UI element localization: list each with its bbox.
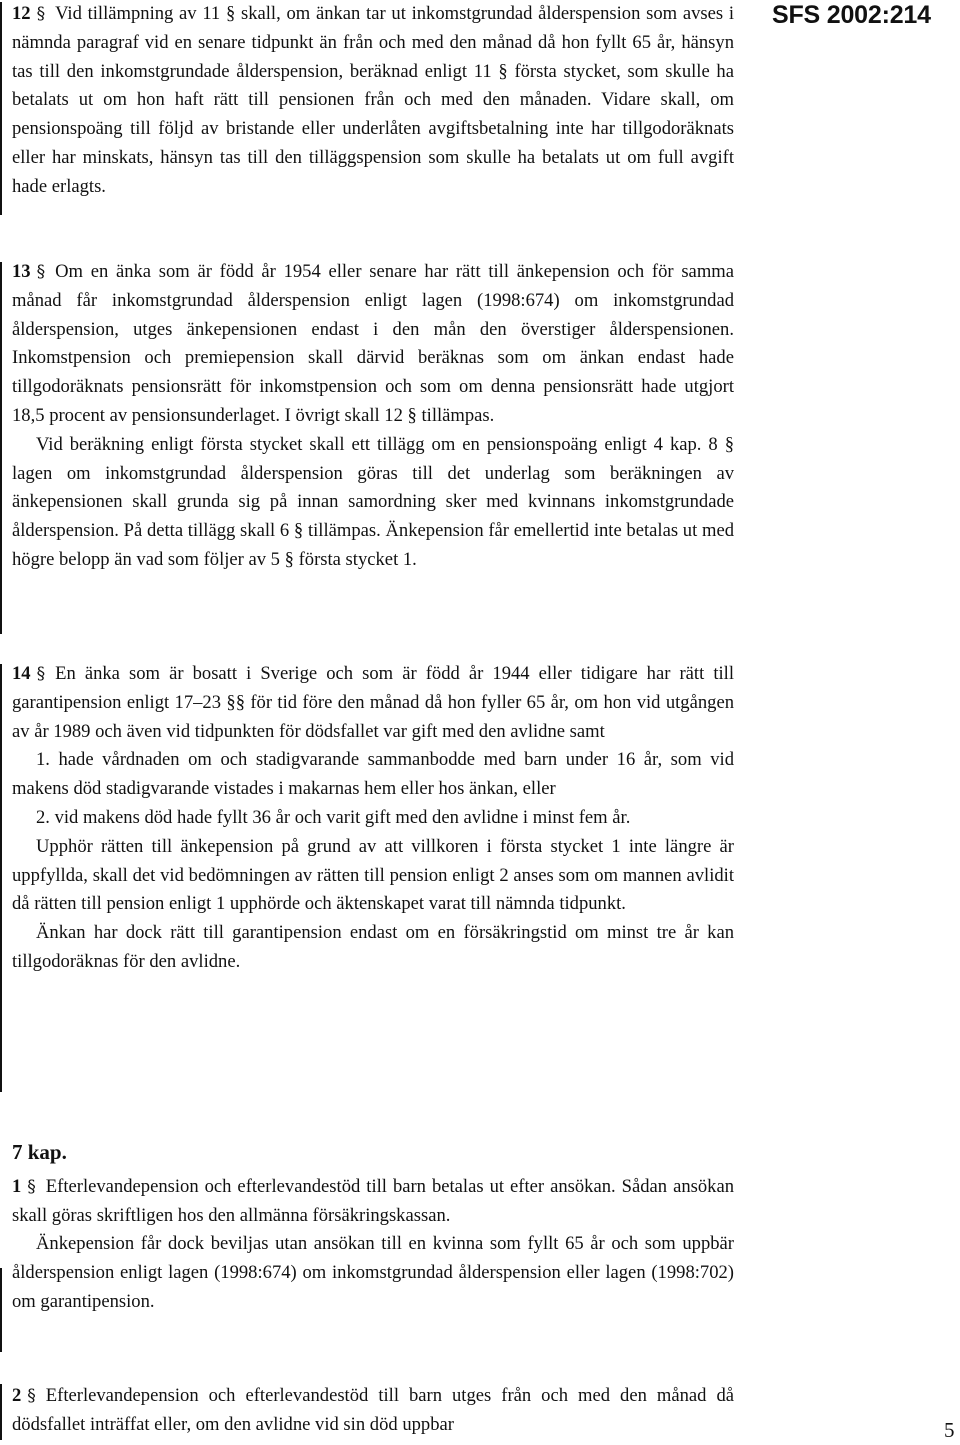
section-paragraph: En änka som är bosatt i Sverige och som är född år 1944 eller tidigare har rätt till garantipension enligt 17–23 §§ för tid före den månad då hon fyller 65 år, om hon vid utgången av år 1989 och även vid tidpunkten för dödsfallet var gift med den avlidne samt [12, 663, 734, 742]
section-12 [12, 0, 734, 202]
chapter-7-section-2 [12, 1382, 734, 1440]
section-paragraph: Änkan har dock rätt till garantipension endast om en försäkringstid om minst tre år kan tillgodoräknas för den avlidne. [12, 922, 734, 972]
chapter-7 [12, 1138, 734, 1317]
chapter-title: 7 kap. [12, 1140, 67, 1164]
section-13 [12, 258, 734, 575]
change-bar [0, 1384, 2, 1440]
list-item: 1. hade vårdnaden om och stadigvarande sammanbodde med barn under 16 år, som vid makens död stadigvarande vistades i makarnas hem eller hos änkan, eller [12, 749, 734, 800]
section-number: 14 [12, 663, 31, 684]
section-symbol-icon: § [27, 1386, 36, 1406]
section-paragraph: Vid tillämpning av 11 § skall, om änkan tar ut inkomstgrundad ålderspension som avses i nämnda paragraf vid en senare tidpunkt än från och med den månad då hon fyllt 65 år, hänsyn tas till den inkomstgrundade ålderspension, beräknad enligt 11 § första stycket, som skulle ha betalats ut om hon haft rätt till pensionen från och med den månaden. Vidare skall, om pensionspoäng till följd av bristande eller underlåten avgiftsbetalning inte har tillgodoräknats eller har minskats, hänsyn tas till den tilläggspension som skulle ha betalats ut om full avgift hade erlagts. [12, 3, 734, 197]
section-paragraph: Änkepension får dock beviljas utan ansökan till en kvinna som fyllt 65 år och som uppbär ålderspension enligt lagen (1998:674) om inkomstgrundad ålderspension eller lagen (1998:702) om garantipension. [12, 1233, 734, 1312]
section-paragraph: Efterlevandepension och efterlevandestöd till barn betalas ut efter ansökan. Sådan ansökan skall göras skriftligen hos den allmänna försäkringskassan. [12, 1175, 734, 1226]
section-symbol-icon: § [36, 4, 46, 24]
section-number: 12 [12, 3, 31, 24]
section-paragraph: Om en änka som är född år 1954 eller senare har rätt till änkepension och för samma månad får inkomstgrundad ålderspension enligt lagen (1998:674) om inkomstgrundad ålderspension, utges änkepensionen endast i den mån den överstiger ålderspensionen. Inkomstpension och premiepension skall därvid beräknas som om änkan endast hade tillgodoräknats pensionsrätt för inkomstpension och som om denna pensionsrätt hade utgjort 18,5 procent av pensionsunderlaget. I övrigt skall 12 § tillämpas. [12, 261, 734, 426]
sfs-reference: SFS 2002:214 [772, 1, 931, 29]
list-item: 2. vid makens död hade fyllt 36 år och varit gift med den avlidne i minst fem år. [36, 806, 631, 828]
section-number: 2 [12, 1385, 22, 1406]
change-bar [0, 262, 2, 634]
change-bar [0, 664, 2, 1092]
section-paragraph: Efterlevandepension och efterlevandestöd till barn utges från och med den månad då dödsfallet inträffat eller, om den avlidne vid sin död uppbar [12, 1385, 734, 1435]
section-symbol-icon: § [27, 1176, 36, 1197]
section-number: 1 [12, 1175, 22, 1197]
page-number: 5 [944, 1418, 955, 1442]
section-symbol-icon: § [36, 262, 46, 282]
section-14 [12, 660, 734, 977]
section-paragraph: Vid beräkning enligt första stycket skall ett tillägg om en pensionspoäng enligt 4 kap. 8 § lagen om inkomstgrundad ålderspension göras till det underlag som beräkningen av änkepensionen skall grunda sig på innan samordning sker med kvinnans inkomstgrundade ålderspension. På detta tillägg skall 6 § tillämpas. Änkepension får emellertid inte betalas ut med högre belopp än vad som följer av 5 § första stycket 1. [12, 433, 734, 570]
change-bar [0, 2, 2, 215]
change-bar [0, 1268, 2, 1352]
section-symbol-icon: § [36, 664, 46, 684]
section-number: 13 [12, 261, 31, 282]
section-paragraph: Upphör rätten till änkepension på grund av att villkoren i första stycket 1 inte längre är uppfyllda, skall det vid bedömningen av rätten till pension enligt 2 anses som om mannen avlidit då rätten till pension enligt 1 upphörde och äktenskapet varat till nämnda tidpunkt. [12, 835, 734, 915]
